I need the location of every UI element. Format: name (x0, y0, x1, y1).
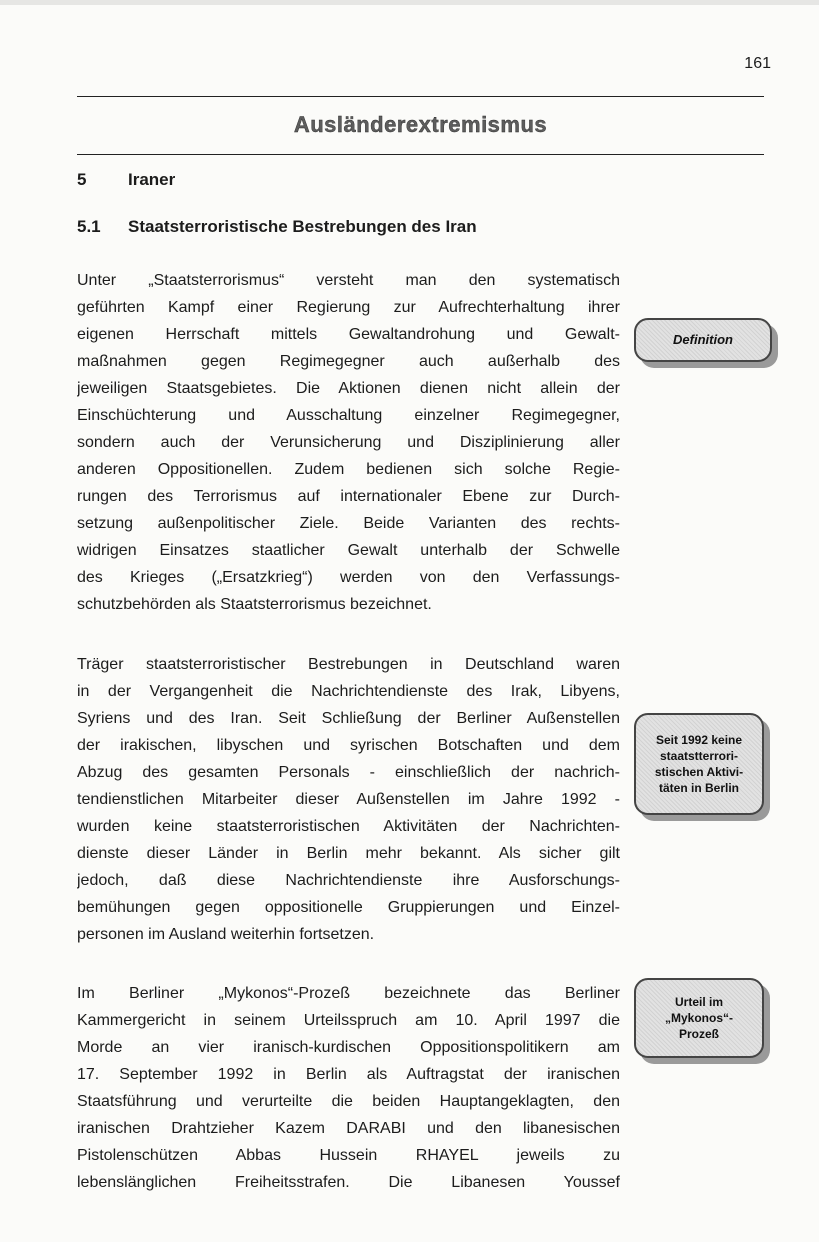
text-line: iranischen Drahtzieher Kazem DARABI und den libanesischen (77, 1120, 620, 1137)
text-line: schutzbehörden als Staatsterrorismus bezeichnet. (77, 596, 432, 613)
margin-note-line: täten in Berlin (658, 781, 739, 795)
text-line: widrigen Einsatzes staatlicher Gewalt unterhalb der Schwelle (77, 542, 620, 559)
margin-note-mykonos-verdict (634, 978, 764, 1058)
margin-note-line: Definition (673, 332, 733, 347)
header-rule-bottom (77, 154, 764, 155)
text-line: 17. September 1992 in Berlin als Auftragstat der iranischen (77, 1066, 620, 1083)
text-line: jedoch, daß diese Nachrichtendienste ihre Ausforschungs- (77, 872, 620, 889)
text-line: Im Berliner „Mykonos“-Prozeß bezeichnete das Berliner (77, 985, 620, 1002)
text-line: Unter „Staatsterrorismus“ versteht man den systematisch (77, 272, 620, 289)
margin-note-line: Prozeß (678, 1027, 719, 1041)
paragraph-definition (77, 267, 620, 618)
paragraph-mykonos (77, 980, 620, 1196)
text-line: geführten Kampf einer Regierung zur Aufrechterhaltung ihrer (77, 299, 620, 316)
text-line: personen im Ausland weiterhin fortsetzen. (77, 926, 375, 943)
text-line: anderen Oppositionellen. Zudem bedienen sich solche Regie- (77, 461, 620, 478)
text-line: tendienstlichen Mitarbeiter dieser Außenstellen im Jahre 1992 - (77, 791, 620, 808)
margin-note-definition (634, 318, 772, 362)
text-line: jeweiligen Staatsgebietes. Die Aktionen dienen nicht allein der (77, 380, 620, 397)
text-line: in der Vergangenheit die Nachrichtendienste des Irak, Libyens, (77, 683, 620, 700)
text-line: des Krieges („Ersatzkrieg“) werden von den Verfassungs- (77, 569, 620, 586)
text-line: wurden keine staatsterroristischen Aktivitäten der Nachrichten- (77, 818, 620, 835)
scan-top-edge (0, 0, 819, 5)
text-line: Einschüchterung und Ausschaltung einzelner Regimegegner, (77, 407, 620, 424)
text-line: rungen des Terrorismus auf internationaler Ebene zur Durch- (77, 488, 620, 505)
section-title: Iraner (128, 170, 176, 189)
page-number: 161 (744, 55, 771, 72)
margin-note-line: Seit 1992 keine (655, 733, 743, 747)
text-line: Abzug des gesamten Personals - einschließlich der nachrich- (77, 764, 620, 781)
section-number: 5 (77, 170, 87, 189)
text-line: sondern auch der Verunsicherung und Disziplinierung aller (77, 434, 620, 451)
text-line: Staatsführung und verurteilte die beiden Hauptangeklagten, den (77, 1093, 620, 1110)
text-line: lebenslänglichen Freiheitsstrafen. Die Libanesen Youssef (77, 1174, 620, 1191)
text-line: setzung außenpolitischer Ziele. Beide Varianten des rechts- (77, 515, 620, 532)
header-rule-top (77, 96, 764, 97)
paragraph-actors (77, 651, 620, 948)
subsection-title: Staatsterroristische Bestrebungen des Iran (128, 217, 477, 236)
text-line: Morde an vier iranisch-kurdischen Oppositionspolitikern am (77, 1039, 620, 1056)
text-line: Kammergericht in seinem Urteilsspruch am 10. April 1997 die (77, 1012, 620, 1029)
text-line: eigenen Herrschaft mittels Gewaltandrohung und Gewalt- (77, 326, 620, 343)
text-line: maßnahmen gegen Regimegegner auch außerhalb des (77, 353, 620, 370)
margin-note-line: Urteil im (674, 995, 723, 1009)
text-line: Syriens und des Iran. Seit Schließung der Berliner Außenstellen (77, 710, 620, 727)
margin-note-no-activities (634, 713, 764, 815)
subsection-number: 5.1 (77, 217, 101, 236)
running-header: Ausländerextremismus (293, 112, 548, 137)
text-line: Träger staatsterroristischer Bestrebungen in Deutschland waren (77, 656, 620, 673)
margin-note-line: „Mykonos“- (664, 1011, 733, 1025)
margin-note-line: staatstterrori- (659, 749, 739, 763)
text-line: dienste dieser Länder in Berlin mehr bekannt. Als sicher gilt (77, 845, 620, 862)
text-line: Pistolenschützen Abbas Hussein RHAYEL jeweils zu (77, 1147, 620, 1164)
text-line: bemühungen gegen oppositionelle Gruppierungen und Einzel- (77, 899, 620, 916)
text-line: der irakischen, libyschen und syrischen Botschaften und dem (77, 737, 620, 754)
margin-note-line: stischen Aktivi- (654, 765, 744, 779)
